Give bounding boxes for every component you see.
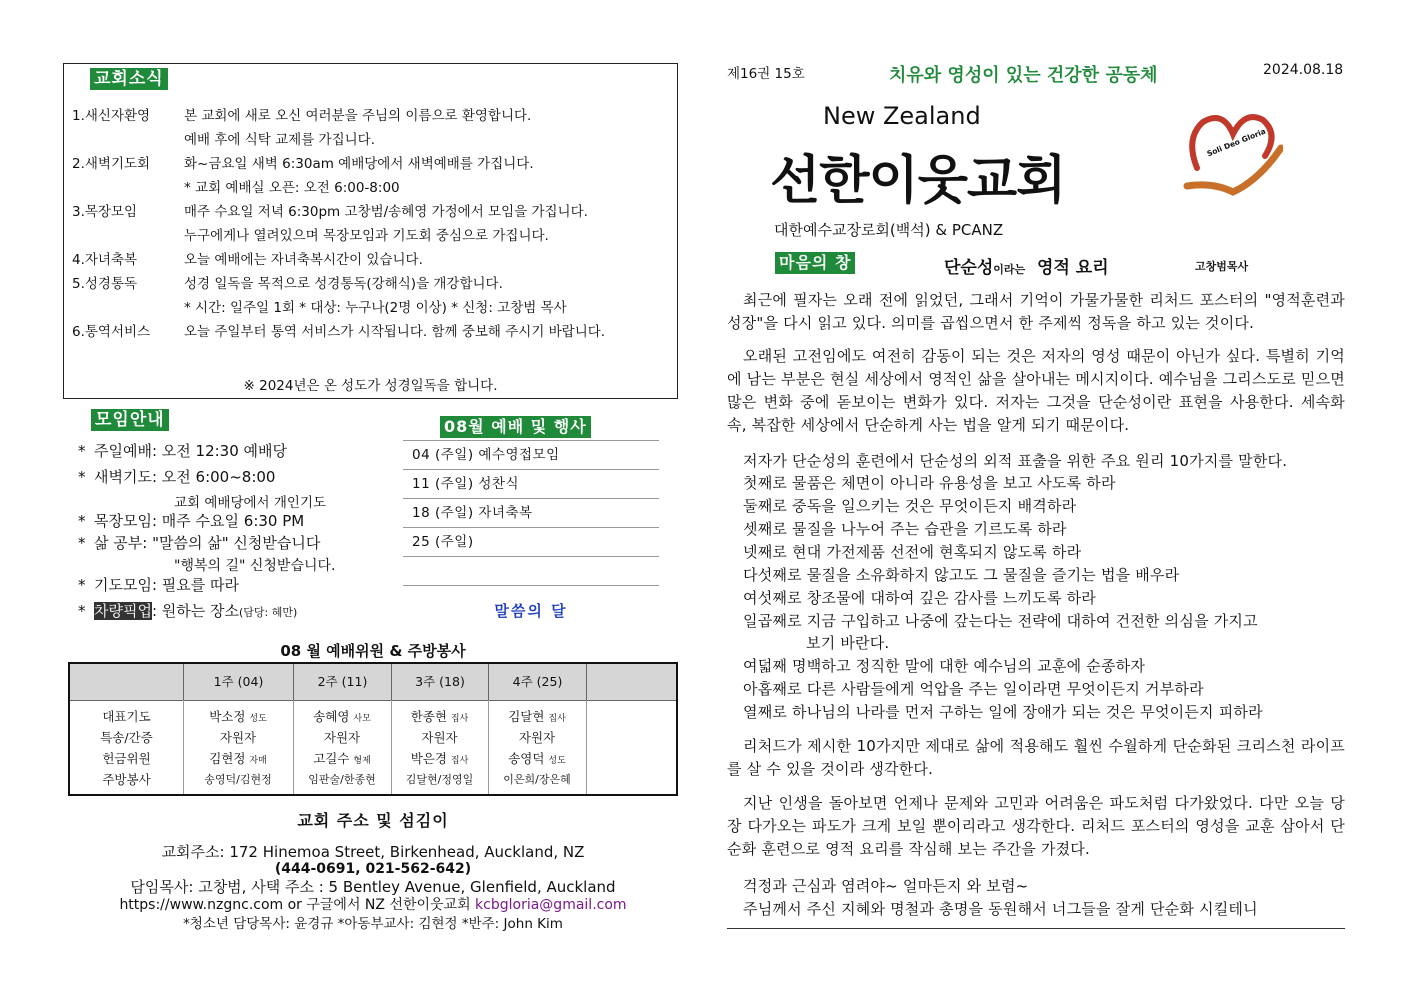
serve-cell: 김달현 집사 — [508, 709, 566, 724]
events-list — [403, 440, 659, 550]
motto: 치유와 영성이 있는 건강한 공동체 — [889, 65, 1158, 86]
serve-cell: 송영덕/김현정 — [204, 773, 272, 786]
denomination: 대한예수교장로회(백석) & PCANZ — [774, 221, 1004, 239]
serve-cell: 박소정 성도 — [209, 709, 267, 724]
pastor-line: 담임목사: 고창범, 사택 주소 : 5 Bentley Avenue, Glenfield, Auckland — [130, 878, 616, 896]
serve-table-header — [70, 664, 676, 701]
column-label: 마음의 창 — [775, 252, 855, 274]
news-item-line: 예배 후에 식탁 교제를 가집니다. — [184, 132, 375, 148]
serve-cell: 자원자 — [323, 730, 361, 745]
meeting-item: * 새벽기도: 오전 6:00~8:00 — [78, 468, 276, 486]
week-header: 3주 (18) — [391, 664, 488, 700]
address-title: 교회 주소 및 섬김이 — [297, 811, 449, 830]
meeting-item: * 차량픽업: 원하는 장소(담당: 혜만) — [78, 602, 298, 620]
principle-item: 둘째로 중독을 일으키는 것은 무엇이든지 배격하라 — [743, 497, 1077, 515]
serve-cell: 자원자 — [518, 730, 556, 745]
news-item-line: * 시간: 일주일 1회 * 대상: 누구나(2명 이상) * 신청: 고창범 목사 — [184, 300, 567, 316]
principle-item-cont: 보기 바란다. — [806, 634, 890, 652]
event-item: 18 (주일) 자녀축복 — [403, 499, 659, 528]
serve-cell: 김달현/정영일 — [405, 773, 474, 786]
principle-item: 넷째로 현대 가전제품 선전에 현혹되지 않도록 하라 — [743, 543, 1082, 561]
web-line — [68, 894, 678, 914]
serve-cell: 자원자 — [421, 730, 458, 745]
country-label: New Zealand — [823, 102, 981, 130]
meeting-item: * 삶 공부: "말씀의 삶" 신청받습니다 — [78, 534, 321, 552]
principle-item: 여덟째 명백하고 정직한 말에 대한 예수님의 교훈에 순종하자 — [743, 657, 1146, 675]
logo-text: Soli Deo Gloria — [1205, 126, 1268, 159]
serve-role: 특송/간증 — [100, 730, 153, 745]
serve-cell: 임판술/한종현 — [308, 773, 376, 786]
column-author: 고창범목사 — [1195, 260, 1249, 273]
principle-item: 일곱째로 지금 구입하고 나중에 갚는다는 전략에 대하여 건전한 의심을 가지고 — [743, 612, 1258, 630]
event-item: 25 (주일) — [403, 528, 659, 557]
volume-number: 제16권 15호 — [727, 66, 805, 82]
church-news-box: 교회소식 1.새신자환영 본 교회에 새로 오신 여러분을 주님의 이름으로 환영합니다. 예배 후에 식탁 교제를 가집니다. 2.새벽기도회 화~금요일 새벽 6:30am 예배당에서 새벽예배를 가집니다. * 교회 예배실 오픈: 오전 6:00-8:00 3.목장모임 매주 수요일 저녁 6:30pm 고창범/송혜영 가정에서 모임을 가집니다. 누구에게나 열려있으며 목장모임과 기도회 중심으로 가집니다. 4.자녀축복 오늘 예배에는 자녀축복시간이 있습니다. 5.성경통독 성경 일독을 목적으로 성경통독(강해식)을 개강합니다. * 시간: 일주일 1회 * 대상: 누구나(2명 이상) * 신청: 고창범 목사 6.통역서비스 오늘 주일부터 통역 서비스가 시작됩니다. 함께 중보해 주시기 바랍니다. ※ 2024년은 온 성도가 성경일독을 합니다. — [63, 63, 678, 399]
event-item: 11 (주일) 성찬식 — [403, 470, 659, 499]
closing-line: 걱정과 근심과 염려야~ 얼마든지 와 보렴~ — [743, 877, 1029, 895]
heart-logo-icon — [1183, 108, 1283, 200]
event-item — [403, 557, 659, 586]
serve-cell: 송영덕 성도 — [508, 751, 566, 766]
serve-cell: 김현정 자매 — [209, 751, 267, 766]
principle-item: 아홉째로 다른 사람들에게 억압을 주는 일이라면 무엇이든지 거부하라 — [743, 680, 1204, 698]
principle-item: 셋째로 물질을 나누어 주는 습관을 기르도록 하라 — [743, 520, 1067, 538]
website-link[interactable]: https://www.nzgnc.com or 구글에서 NZ 선한이웃교회 — [119, 897, 476, 913]
paragraph: 오래된 고전임에도 여전히 감동이 되는 것은 저자의 영성 때문이 아닌가 싶다. 특별히 기억에 남는 부분은 현실 세상에서 영적인 삶을 살아내는 메시지이다. 예수님을 그리스도로 믿으면 많은 변화 중에 돋보이는 변화가 있다. 저자는 그것을 단순성이란 표현을 사용한다. 세속화 속, 복잡한 세상에서 단순하게 사는 법을 알게 되기 때문이다. — [727, 347, 1345, 434]
meeting-item: * 주일예배: 오전 12:30 예배당 — [78, 442, 288, 460]
principle-item: 여섯째로 창조물에 대하여 깊은 감사를 느끼도록 하라 — [743, 589, 1096, 607]
event-item: 04 (주일) 예수영접모임 — [403, 441, 659, 470]
church-logo — [1183, 108, 1283, 200]
serve-role: 주방봉사 — [102, 772, 151, 787]
news-item-line: 누구에게나 열려있으며 목장모임과 기도회 중심으로 가집니다. — [184, 228, 549, 244]
issue-date: 2024.08.18 — [1263, 62, 1344, 78]
news-footer-note: ※ 2024년은 온 성도가 성경일독을 합니다. — [243, 378, 498, 394]
serve-cell: 이은희/장은혜 — [503, 773, 571, 786]
serve-cell: 박은경 집사 — [410, 751, 469, 766]
serve-table — [68, 662, 678, 796]
meeting-sub: "행복의 길" 신청받습니다. — [174, 558, 336, 574]
word-of-month: 말씀의 달 — [494, 602, 568, 620]
address-line: 교회주소: 172 Hinemoa Street, Birkenhead, Auckland, NZ — [161, 843, 585, 861]
week-header: 4주 (25) — [488, 664, 586, 700]
principle-item: 첫째로 물품은 체면이 아니라 유용성을 보고 사도록 하라 — [743, 474, 1116, 492]
news-item-line: * 교회 예배실 오픈: 오전 6:00-8:00 — [184, 180, 400, 196]
serve-title: 08 월 예배위원 & 주방봉사 — [280, 642, 466, 660]
paragraph: 최근에 필자는 오래 전에 읽었던, 그래서 기억이 가물가물한 리처드 포스터의 "영적훈련과 성장"을 다시 읽고 있다. 의미를 곱씹으면서 한 주제씩 정독을 하고 있는 것이다. — [727, 291, 1345, 332]
church-name: 선한이웃교회 — [770, 151, 1066, 211]
paragraph: 리처드가 제시한 10가지만 제대로 삶에 적용해도 훨씬 수월하게 단순화된 크리스천 라이프를 살 수 있을 것이라 생각한다. — [727, 737, 1345, 778]
serve-role: 헌금위원 — [102, 751, 151, 766]
serve-cell: 송혜영 사모 — [313, 709, 371, 724]
week-header: 2주 (11) — [293, 664, 391, 700]
principle-item: 열째로 하나님의 나라를 먼저 구하는 일에 장애가 되는 것은 무엇이든지 피하라 — [743, 703, 1263, 721]
serve-cell: 한종현 집사 — [410, 709, 469, 724]
footer-rule — [727, 928, 1345, 929]
meeting-item: * 기도모임: 필요를 따라 — [78, 576, 240, 594]
serve-role: 대표기도 — [102, 709, 151, 724]
week-header: 1주 (04) — [183, 664, 293, 700]
closing-line: 주님께서 주신 지혜와 명철과 총명을 동원해서 너그들을 잘게 단순화 시킬테니 — [743, 900, 1258, 918]
meeting-item: * 목장모임: 매주 수요일 6:30 PM — [78, 512, 305, 530]
church-news-title: 교회소식 — [90, 68, 168, 90]
staff-line: *청소년 담당목사: 윤경규 *아동부교사: 김현정 *반주: John Kim — [183, 916, 563, 932]
column-title: 단순성이라는 영적 요리 — [944, 258, 1109, 278]
meeting-sub: 교회 예배당에서 개인기도 — [174, 495, 327, 511]
email-link[interactable]: kcbgloria@gmail.com — [475, 897, 627, 913]
phone-line: (444-0691, 021-562-642) — [274, 861, 472, 877]
serve-cell: 자원자 — [219, 730, 257, 745]
events-title: 08월 예배 및 행사 — [440, 416, 591, 438]
serve-cell: 고길수 형제 — [313, 751, 371, 766]
principle-item: 다섯째로 물질을 소유화하지 않고도 그 물질을 즐기는 법을 배우라 — [743, 566, 1180, 584]
list-intro: 저자가 단순성의 훈련에서 단순성의 외적 표출을 위한 주요 원리 10가지를 말한다. — [743, 452, 1288, 470]
paragraph: 지난 인생을 돌아보면 언제나 문제와 고민과 어려움은 파도처럼 다가왔었다. 다만 오늘 당장 다가오는 파도가 크게 보일 뿐이리라고 생각한다. 리처드 포스터의 영성을 교훈 삼아서 단순화 훈련으로 영적 요리를 작심해 보는 주간을 가졌다. — [727, 794, 1345, 858]
meeting-title: 모임안내 — [91, 409, 169, 431]
